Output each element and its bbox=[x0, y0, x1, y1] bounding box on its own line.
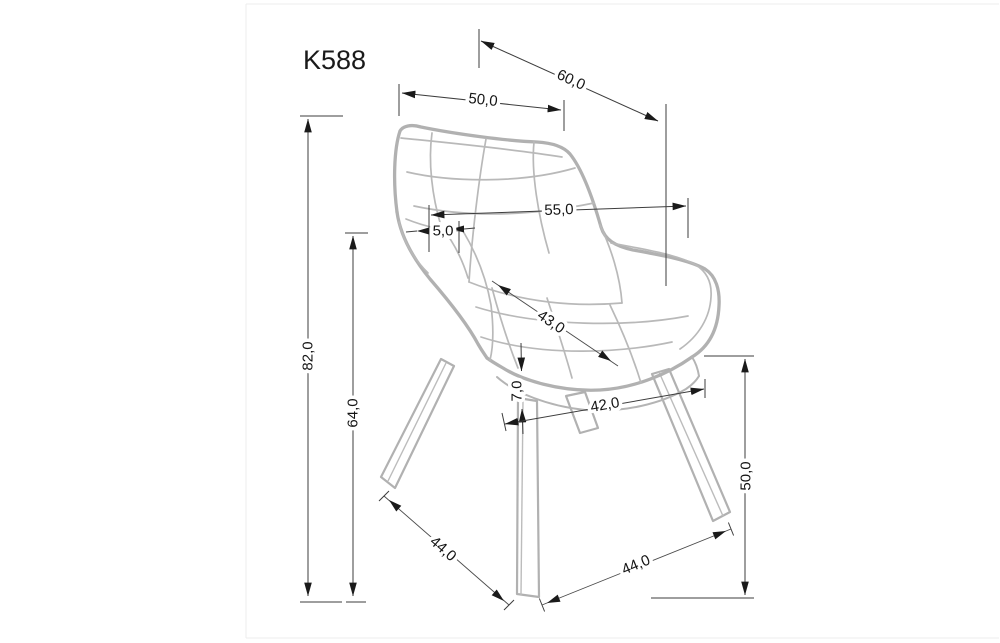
dim-armrest-height-label: 64,0 bbox=[344, 398, 362, 428]
dim-overall-width bbox=[429, 198, 688, 252]
dim-armrest-width-label: 5,0 bbox=[432, 222, 454, 240]
dim-overall-height-label: 82,0 bbox=[299, 341, 317, 371]
dim-seat-height-label: 50,0 bbox=[737, 461, 755, 491]
dim-seat-depth-label: 43,0 bbox=[534, 306, 568, 338]
dim-back-width-top-label: 50,0 bbox=[467, 89, 499, 111]
chair-leg-front-right bbox=[517, 398, 539, 597]
dim-armrest-width bbox=[406, 221, 475, 253]
chair-leg-front-left bbox=[381, 359, 454, 488]
dim-overall-width-label: 55,0 bbox=[544, 200, 574, 220]
dim-seat-width-label: 42,0 bbox=[589, 394, 621, 416]
dim-back-width-top bbox=[399, 84, 564, 131]
dim-armrest-height bbox=[345, 233, 369, 596]
dim-back-depth-top-label: 60,0 bbox=[554, 66, 588, 94]
dim-leg-span-right-label: 44,0 bbox=[619, 551, 653, 579]
product-code-title: K588 bbox=[303, 45, 367, 75]
page-border bbox=[246, 4, 999, 638]
dim-leg-span-left bbox=[379, 491, 514, 610]
dim-seat-thickness-label: 7,0 bbox=[508, 380, 526, 402]
dim-leg-span-left-label: 44,0 bbox=[426, 533, 460, 565]
chair-quilt-seams bbox=[399, 133, 711, 383]
dim-overall-height bbox=[300, 116, 367, 602]
chair-illustration bbox=[381, 126, 730, 597]
